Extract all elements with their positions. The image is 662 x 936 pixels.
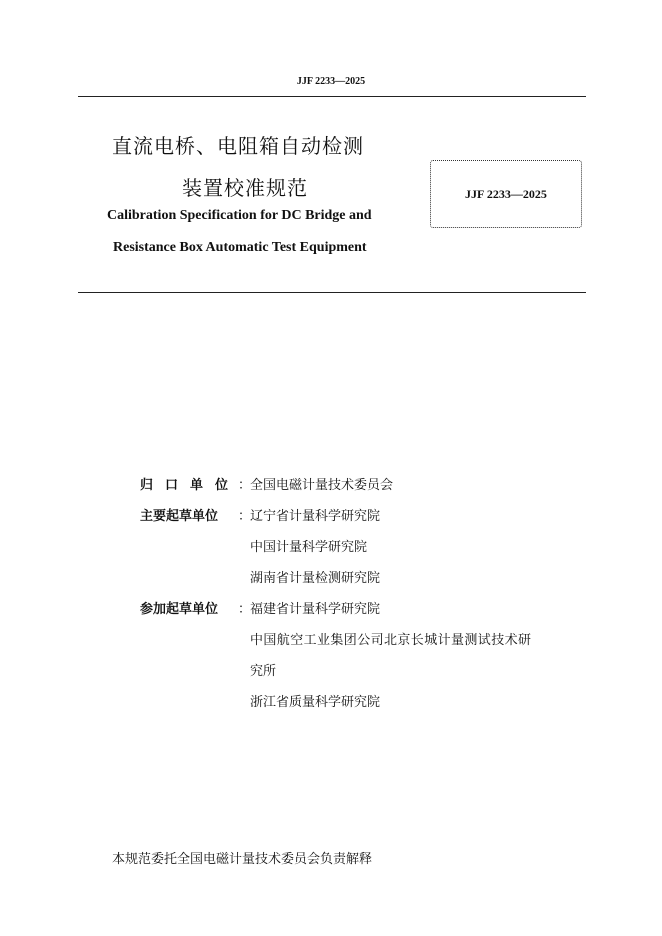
- drafting-unit-value: 湖南省计量检测研究院: [250, 571, 381, 586]
- drafting-unit-colon: ：: [238, 509, 252, 524]
- drafting-unit-value: 辽宁省计量科学研究院: [250, 509, 381, 524]
- top-divider: [78, 96, 586, 97]
- interpretation-note: 本规范委托全国电磁计量技术委员会负责解释: [112, 852, 373, 867]
- participating-unit-row: [140, 691, 600, 722]
- participating-unit-colon: ：: [238, 602, 252, 617]
- participating-unit-label: 参加起草单位: [140, 602, 219, 617]
- participating-unit-row: [140, 660, 600, 691]
- header-standard-code: JJF 2233—2025: [296, 76, 366, 87]
- participating-unit-value: 浙江省质量科学研究院: [250, 695, 381, 710]
- title-chinese-line-2: 装置校准规范: [182, 176, 308, 200]
- drafting-unit-row: [140, 536, 600, 567]
- responsible-unit-value: 全国电磁计量技术委员会: [250, 478, 394, 493]
- participating-unit-row: [140, 629, 600, 660]
- responsible-unit-label: 归口单位: [140, 478, 241, 493]
- standard-code-box: [430, 160, 582, 228]
- participating-unit-value: 中国航空工业集团公司北京长城计量测试技术研: [250, 633, 532, 648]
- title-english-line-1: Calibration Specification for DC Bridge and: [107, 208, 372, 223]
- standard-code-box-text: JJF 2233—2025: [465, 186, 547, 201]
- participating-unit-value: 究所: [250, 664, 277, 679]
- participating-unit-row: [140, 598, 600, 629]
- title-english-line-2: Resistance Box Automatic Test Equipment: [113, 240, 367, 255]
- responsible-unit-colon: ：: [238, 478, 252, 493]
- drafting-unit-value: 中国计量科学研究院: [250, 540, 368, 555]
- drafting-unit-row: [140, 567, 600, 598]
- bottom-divider: [78, 292, 586, 293]
- responsible-unit-row: [140, 474, 600, 505]
- organization-list: [140, 474, 600, 722]
- drafting-unit-label: 主要起草单位: [140, 509, 219, 524]
- participating-unit-value: 福建省计量科学研究院: [250, 602, 381, 617]
- title-chinese-line-1: 直流电桥、电阻箱自动检测: [112, 134, 364, 158]
- drafting-unit-row: [140, 505, 600, 536]
